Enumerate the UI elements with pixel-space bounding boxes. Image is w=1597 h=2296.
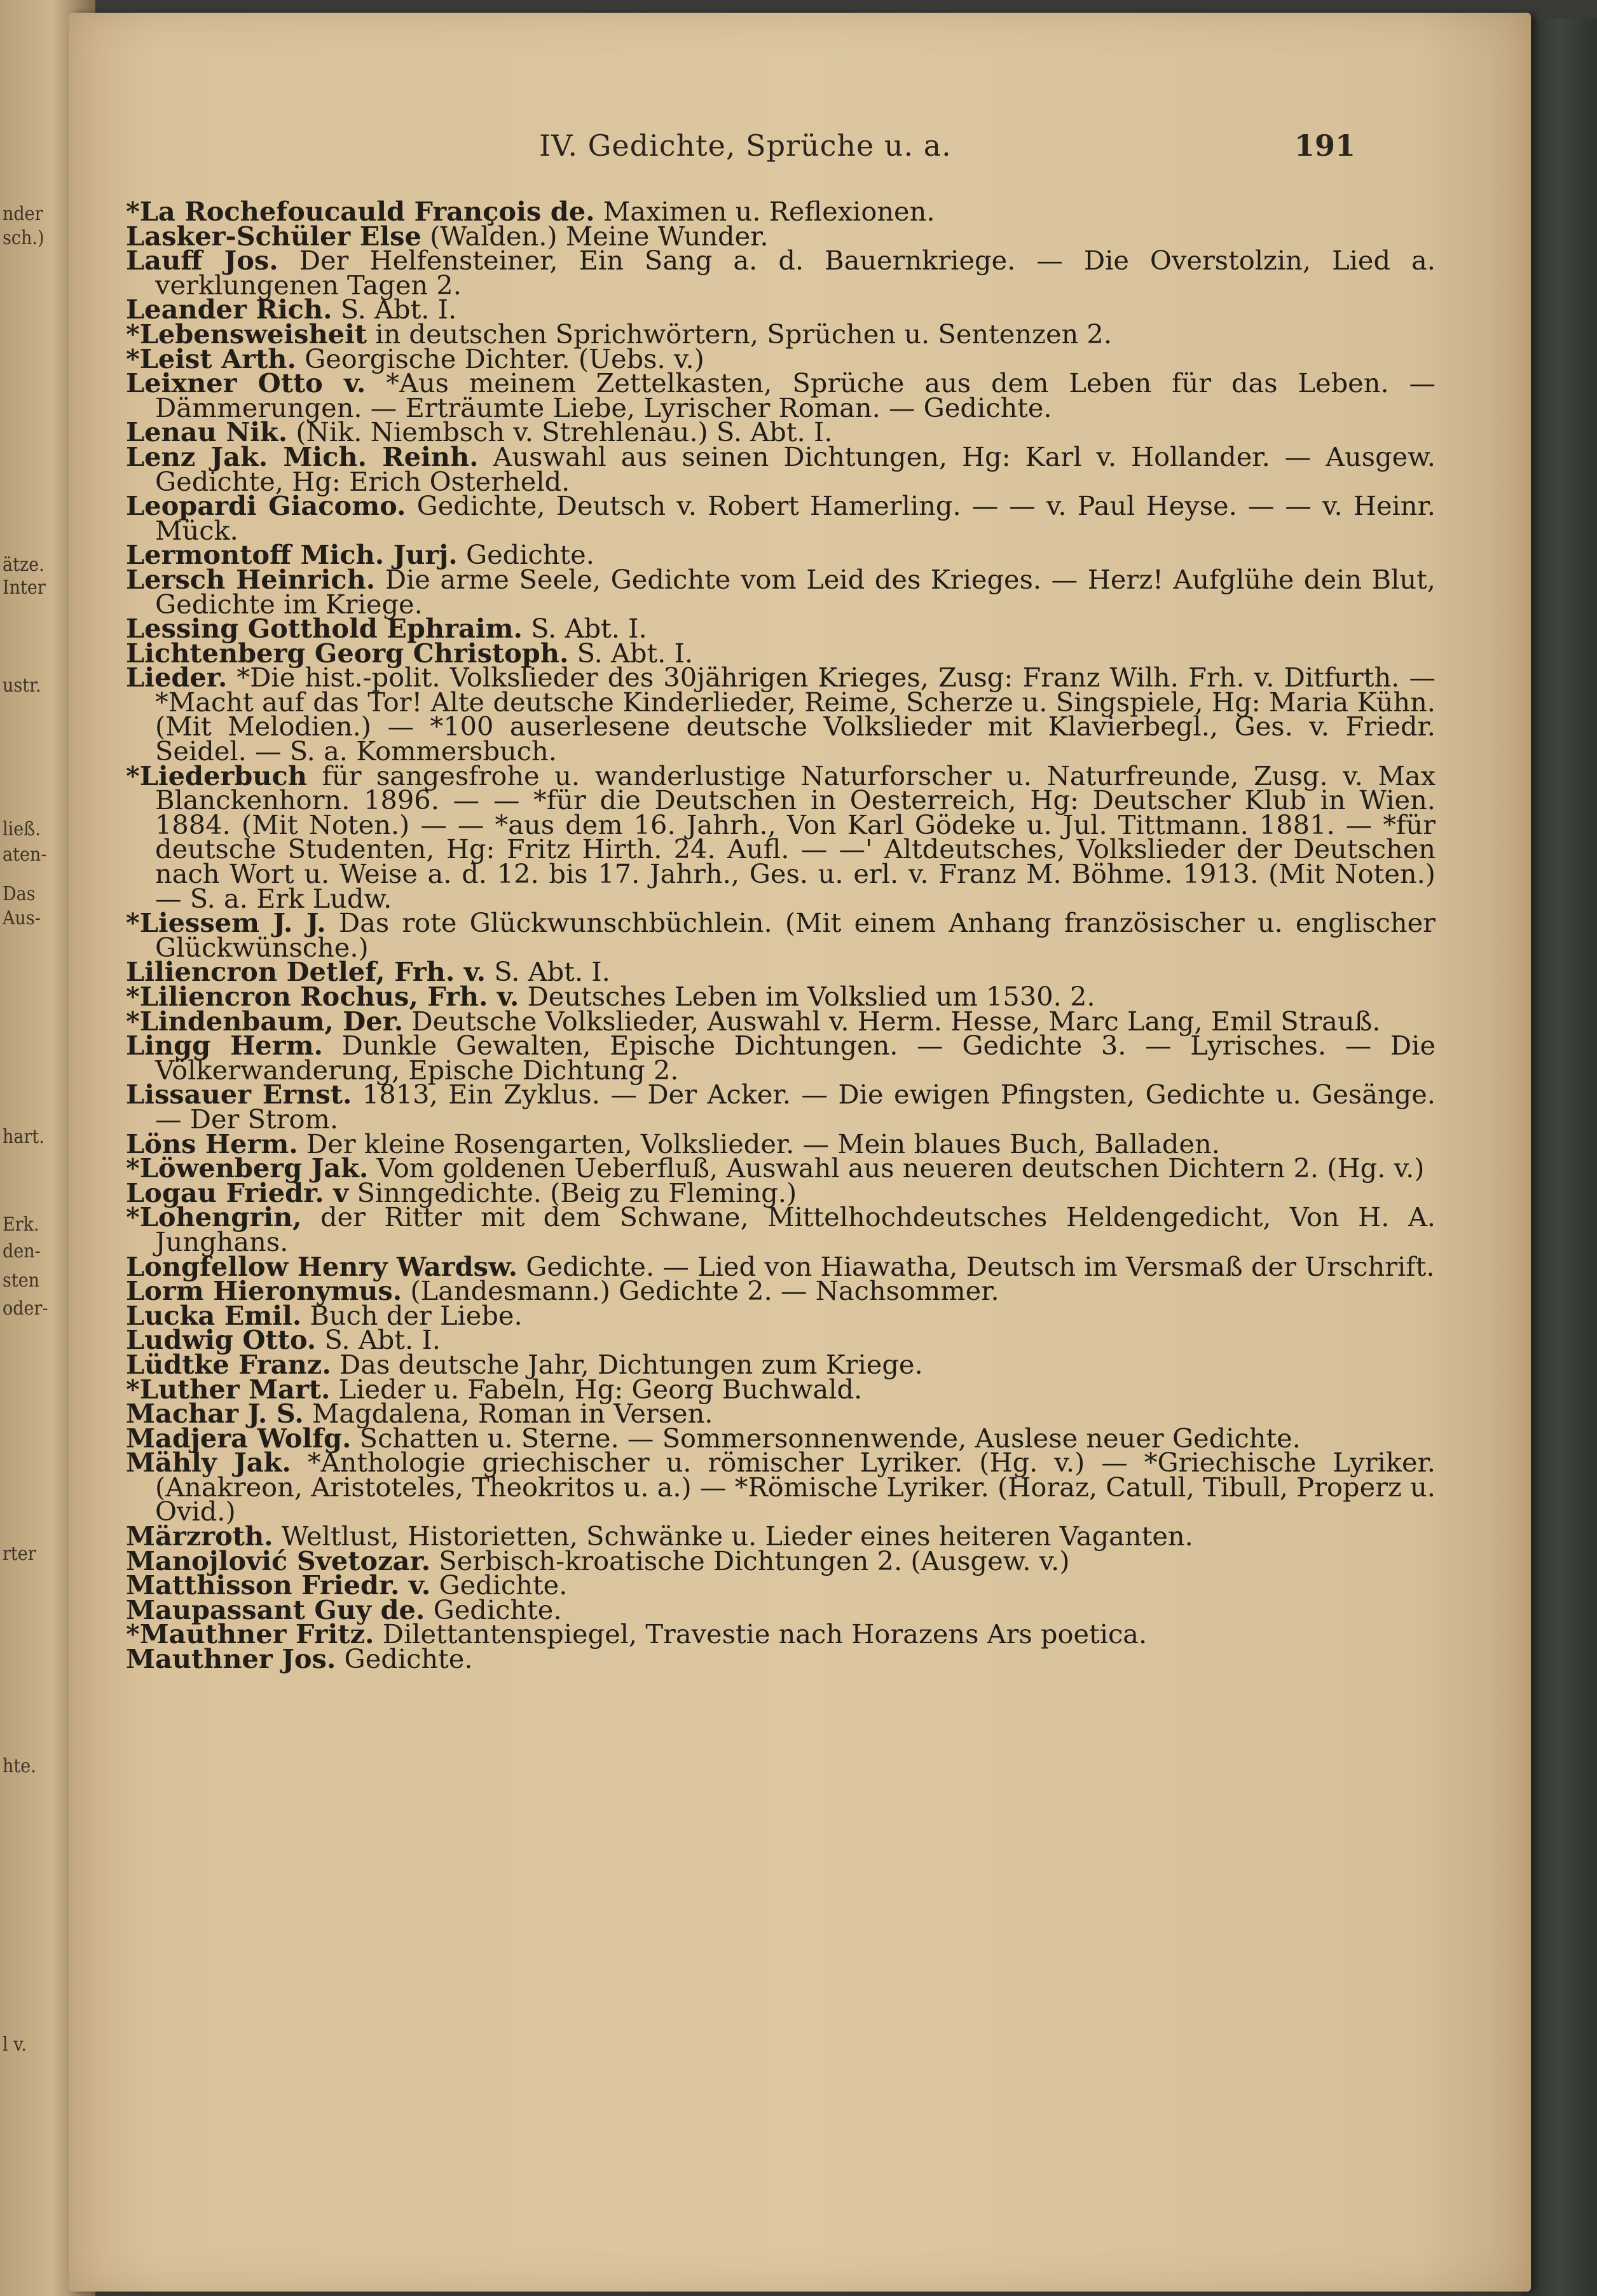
margin-fragment: Aus- xyxy=(3,907,41,929)
list-item xyxy=(126,563,1436,620)
entry-text: *Anthologie griechischer u. römischer Lyriker. (Hg. v.) — *Griechische Lyriker. (Anakreon, Aristoteles, Theokritos u. a.) — *Römische Lyriker. (Horaz, Catull, Tibull, Properz u. Ovid.) xyxy=(155,1447,1436,1527)
entry-head: Löns Herm. xyxy=(126,1128,298,1159)
entry-text: Der kleine Rosengarten, Volkslieder. — Mein blaues Buch, Balladen. xyxy=(298,1128,1220,1159)
page-number: 191 xyxy=(1294,128,1356,163)
entry-text: Gedichte. xyxy=(430,1569,568,1601)
entry-head: *Luther Mart. xyxy=(126,1373,331,1405)
margin-fragment: oder- xyxy=(3,1297,48,1320)
entry-text: Magdalena, Roman in Versen. xyxy=(303,1398,713,1430)
list-item xyxy=(126,441,1436,497)
list-item xyxy=(126,1201,1436,1257)
entry-text: Gedichte. xyxy=(336,1643,473,1675)
margin-fragment: l v. xyxy=(3,2033,27,2056)
entry-head: Mauthner Jos. xyxy=(126,1643,336,1675)
entry-head: *Liessem J. J. xyxy=(126,907,326,939)
entry-head: Lucka Emil. xyxy=(126,1299,302,1331)
margin-fragment: sch.) xyxy=(3,227,45,249)
margin-fragment: Inter xyxy=(3,577,46,599)
entry-head: Lasker-Schüler Else xyxy=(126,220,422,252)
list-item xyxy=(126,1030,1436,1086)
book-cover-edge xyxy=(1521,19,1597,2296)
entry-head: *Löwenberg Jak. xyxy=(126,1152,369,1184)
margin-fragment: ätze. xyxy=(3,554,45,576)
entry-text: der Ritter mit dem Schwane, Mittelhochdeutsches Heldengedicht, Von H. A. Junghans. xyxy=(155,1201,1436,1257)
margin-fragment: hte. xyxy=(3,1755,36,1777)
entry-head: *Liederbuch xyxy=(126,760,307,791)
entry-text: Sinngedichte. (Beig zu Fleming.) xyxy=(348,1177,797,1208)
entry-head: Leopardi Giacomo. xyxy=(126,490,406,522)
entry-head: Madjera Wolfg. xyxy=(126,1422,352,1454)
entry-text: Georgische Dichter. (Uebs. v.) xyxy=(296,343,704,374)
entry-head: Maupassant Guy de. xyxy=(126,1594,425,1625)
margin-fragment: sten xyxy=(3,1269,40,1292)
entry-text: (Landesmann.) Gedichte 2. — Nachsommer. xyxy=(402,1275,999,1307)
entry-head: Manojlović Svetozar. xyxy=(126,1545,431,1576)
entry-text: Gedichte. — Lied von Hiawatha, Deutsch im Versmaß der Urschrift. xyxy=(517,1250,1435,1282)
entry-head: Leander Rich. xyxy=(126,294,332,325)
list-item xyxy=(126,245,1436,301)
entry-text: Maximen u. Reflexionen. xyxy=(594,196,935,227)
entry-head: Lenz Jak. Mich. Reinh. xyxy=(126,441,479,472)
entry-text: Schatten u. Sterne. — Sommersonnenwende, Auslese neuer Gedichte. xyxy=(351,1422,1301,1454)
entry-text: in deutschen Sprichwörtern, Sprüchen u. Sentenzen 2. xyxy=(367,318,1113,350)
running-header xyxy=(69,128,1531,167)
entry-head: *Mauthner Fritz. xyxy=(126,1618,374,1650)
entry-head: Ludwig Otto. xyxy=(126,1324,317,1356)
entry-text: Deutsches Leben im Volkslied um 1530. 2. xyxy=(519,981,1095,1012)
section-title: IV. Gedichte, Sprüche u. a. xyxy=(539,128,952,163)
entry-head: Lieder. xyxy=(126,662,228,694)
entry-head: *Lindenbaum, Der. xyxy=(126,1005,404,1037)
entry-text: Dilettantenspiegel, Travestie nach Horazens Ars poetica. xyxy=(374,1618,1148,1650)
entry-text: S. Abt. I. xyxy=(316,1324,441,1356)
entry-head: Lauff Jos. xyxy=(126,245,278,277)
entry-text: für sangesfrohe u. wanderlustige Naturforscher u. Naturfreunde, Zusg. v. Max Blanckenhorn. 1896. — — *für die Deutschen in Oesterreich, Hg: Deutscher Klub in Wien. 1884. (Mit Noten.) — — *aus dem 16. Jahrh., Von Karl Gödeke u. Jul. Tittmann. 1881. — *für deutsche Studenten, Hg: Fritz Hirth. 24. Aufl. — —' Altdeutsches, Volkslieder der Deutschen nach Wort u. Weise a. d. 12. bis 17. Jahrh., Ges. u. erl. v. Franz M. Böhme. 1913. (Mit Noten.) — S. a. Erk Ludw. xyxy=(155,760,1436,914)
entry-text: Auswahl aus seinen Dichtungen, Hg: Karl v. Hollander. — Ausgew. Gedichte, Hg: Erich Osterheld. xyxy=(155,441,1436,497)
entry-text: *Die hist.-polit. Volkslieder des 30jährigen Krieges, Zusg: Franz Wilh. Frh. v. Ditfurth. — *Macht auf das Tor! Alte deutsche Kinderlieder, Reime, Scherze u. Singspiele, Hg: Maria Kühn. (Mit Melodien.) — *100 auserlesene deutsche Volkslieder mit Klavierbegl., Ges. v. Friedr. Seidel. — S. a. Kommersbuch. xyxy=(155,662,1436,767)
entry-head: *Lohengrin, xyxy=(126,1201,302,1233)
entry-head: Lenau Nik. xyxy=(126,416,288,448)
list-item xyxy=(126,1079,1436,1135)
entry-text: Der Helfensteiner, Ein Sang a. d. Bauernkriege. — Die Overstolzin, Lied a. verklungenen Tagen 2. xyxy=(155,245,1436,301)
entry-text: S. Abt. I. xyxy=(486,956,610,988)
entry-text: S. Abt. I. xyxy=(332,294,457,325)
margin-fragment: hart. xyxy=(3,1126,45,1148)
entry-text: *Aus meinem Zettelkasten, Sprüche aus dem Leben für das Leben. — Dämmerungen. — Erträumte Liebe, Lyrischer Roman. — Gedichte. xyxy=(155,367,1436,423)
entry-head: Lüdtke Franz. xyxy=(126,1348,331,1380)
entry-head: Märzroth. xyxy=(126,1520,273,1552)
entry-head: Lichtenberg Georg Christoph. xyxy=(126,637,569,669)
entry-text: S. Abt. I. xyxy=(522,613,647,645)
entry-head: Lermontoff Mich. Jurj. xyxy=(126,539,458,571)
book-page xyxy=(69,13,1531,2292)
list-item xyxy=(126,907,1436,963)
entry-head: Machar J. S. xyxy=(126,1398,304,1430)
margin-fragment: nder xyxy=(3,203,43,225)
list-item xyxy=(126,1447,1436,1527)
entry-head: Leixner Otto v. xyxy=(126,367,366,399)
entry-text: Buch der Liebe. xyxy=(301,1299,523,1331)
entry-text: Weltlust, Historietten, Schwänke u. Lieder eines heiteren Vaganten. xyxy=(273,1520,1193,1552)
entry-head: Lissauer Ernst. xyxy=(126,1079,352,1110)
entry-head: *La Rochefoucauld François de. xyxy=(126,196,595,227)
entry-head: Logau Friedr. v xyxy=(126,1177,349,1208)
entry-text: 1813, Ein Zyklus. — Der Acker. — Die ewigen Pfingsten, Gedichte u. Gesänge. — Der Strom. xyxy=(155,1079,1436,1135)
list-item xyxy=(126,760,1436,914)
list-item xyxy=(126,367,1436,423)
entry-text: (Nik. Niembsch v. Strehlenau.) S. Abt. I. xyxy=(287,416,833,448)
entry-text: Deutsche Volkslieder, Auswahl v. Herm. Hesse, Marc Lang, Emil Strauß. xyxy=(403,1005,1381,1037)
entry-text: Gedichte. xyxy=(425,1594,562,1625)
entry-head: Longfellow Henry Wardsw. xyxy=(126,1250,518,1282)
entry-head: *Liliencron Rochus, Frh. v. xyxy=(126,981,519,1012)
margin-fragment: Erk. xyxy=(3,1213,39,1236)
entry-text: (Walden.) Meine Wunder. xyxy=(421,220,769,252)
entry-head: Liliencron Detlef, Frh. v. xyxy=(126,956,486,988)
margin-fragment: rter xyxy=(3,1543,36,1565)
entry-text: Gedichte, Deutsch v. Robert Hamerling. — — v. Paul Heyse. — — v. Heinr. Mück. xyxy=(155,490,1436,546)
entry-text: Gedichte. xyxy=(457,539,594,571)
entry-head: *Leist Arth. xyxy=(126,343,296,374)
entry-head: Lersch Heinrich. xyxy=(126,563,376,595)
margin-fragment: aten- xyxy=(3,844,47,866)
entry-head: Lessing Gotthold Ephraim. xyxy=(126,613,523,645)
margin-fragment: den- xyxy=(3,1240,41,1262)
entry-text: Serbisch-kroatische Dichtungen 2. (Ausgew. v.) xyxy=(430,1545,1070,1576)
entry-head: Lorm Hieronymus. xyxy=(126,1275,402,1307)
entry-head: Mähly Jak. xyxy=(126,1447,291,1479)
entry-text: Das rote Glückwunschbüchlein. (Mit einem Anhang französischer u. englischer Glückwünsche.) xyxy=(155,907,1436,963)
entry-text: S. Abt. I. xyxy=(568,637,694,669)
entry-text: Dunkle Gewalten, Epische Dichtungen. — Gedichte 3. — Lyrisches. — Die Völkerwanderung, Epische Dichtung 2. xyxy=(155,1030,1436,1086)
entry-head: *Lebensweisheit xyxy=(126,318,367,350)
list-item xyxy=(126,1643,1436,1675)
entry-text: Lieder u. Fabeln, Hg: Georg Buchwald. xyxy=(330,1373,863,1405)
entry-text: Das deutsche Jahr, Dichtungen zum Kriege. xyxy=(331,1348,923,1380)
entry-head: Matthisson Friedr. v. xyxy=(126,1569,431,1601)
margin-fragment: Das xyxy=(3,883,36,905)
entry-text: Vom goldenen Ueberfluß, Auswahl aus neueren deutschen Dichtern 2. (Hg. v.) xyxy=(368,1152,1425,1184)
list-item xyxy=(126,490,1436,546)
list-item xyxy=(126,662,1436,767)
entry-list xyxy=(126,196,1436,1675)
entry-head: Lingg Herm. xyxy=(126,1030,323,1062)
margin-fragment: ließ. xyxy=(3,818,41,840)
margin-fragment: ustr. xyxy=(3,674,41,697)
entry-text: Die arme Seele, Gedichte vom Leid des Krieges. — Herz! Aufglühe dein Blut, Gedichte im Kriege. xyxy=(155,563,1436,620)
